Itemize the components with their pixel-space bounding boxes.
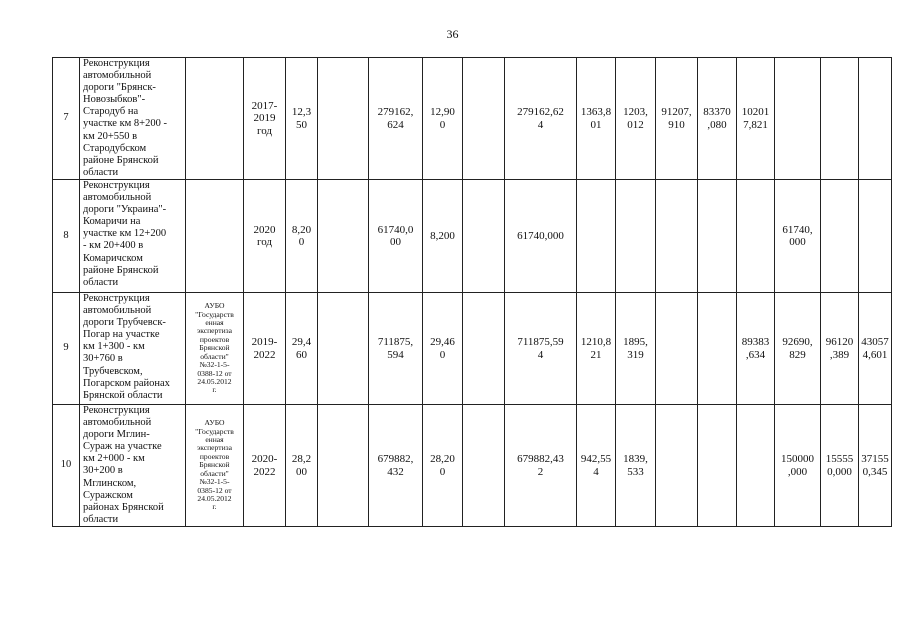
cost-cell: 679882, 432 <box>369 405 423 527</box>
project-name: Реконструкция автомобильной дороги "Украина"- Комаричи на участке км 12+200 - км 20+400 в Комаричском районе Брянской области <box>80 180 186 293</box>
table-row <box>53 58 892 180</box>
project-name: Реконструкция автомобильной дороги Мглин- Сураж на участке км 2+000 - км 30+200 в Мглинском, Суражском районах Брянской области <box>80 405 186 527</box>
value-cell: 942,55 4 <box>577 405 616 527</box>
value-cell: 96120 ,389 <box>821 293 859 405</box>
value-cell <box>698 405 737 527</box>
expertise-cell <box>186 180 244 293</box>
total-cell: 279162,62 4 <box>505 58 577 180</box>
empty-cell <box>463 405 505 527</box>
value-cell: 1839, 533 <box>616 405 656 527</box>
value-cell <box>821 180 859 293</box>
value-cell <box>775 58 821 180</box>
years-cell: 2020- 2022 <box>244 405 286 527</box>
length2-cell: 29,46 0 <box>423 293 463 405</box>
value-cell <box>859 180 892 293</box>
length-cell: 8,20 0 <box>286 180 318 293</box>
total-cell: 711875,59 4 <box>505 293 577 405</box>
expertise-cell: АУБО "Государств енная экспертиза проектов Брянской области" №32-1-5- 0385-12 от 24.05.2012 г. <box>186 405 244 527</box>
empty-cell <box>318 405 369 527</box>
row-number: 8 <box>53 180 80 293</box>
value-cell: 91207, 910 <box>656 58 698 180</box>
value-cell <box>859 58 892 180</box>
empty-cell <box>318 293 369 405</box>
value-cell: 1210,8 21 <box>577 293 616 405</box>
length-cell: 28,2 00 <box>286 405 318 527</box>
row-number: 7 <box>53 58 80 180</box>
cost-cell: 279162, 624 <box>369 58 423 180</box>
expertise-cell <box>186 58 244 180</box>
empty-cell <box>463 58 505 180</box>
value-cell <box>656 293 698 405</box>
table-row <box>53 180 892 293</box>
years-cell: 2019- 2022 <box>244 293 286 405</box>
empty-cell <box>463 293 505 405</box>
cost-cell: 711875, 594 <box>369 293 423 405</box>
project-name: Реконструкция автомобильной дороги "Брянск- Новозыбков"- Стародуб на участке км 8+200 - км 20+550 в Стародубском районе Брянской области <box>80 58 186 180</box>
years-cell: 2020 год <box>244 180 286 293</box>
project-name: Реконструкция автомобильной дороги Трубчевск- Погар на участке км 1+300 - км 30+760 в Трубчевском, Погарском районах Брянской области <box>80 293 186 405</box>
row-number: 10 <box>53 405 80 527</box>
value-cell: 43057 4,601 <box>859 293 892 405</box>
value-cell: 1363,8 01 <box>577 58 616 180</box>
value-cell <box>737 405 775 527</box>
value-cell: 15555 0,000 <box>821 405 859 527</box>
years-cell: 2017- 2019 год <box>244 58 286 180</box>
total-cell: 679882,43 2 <box>505 405 577 527</box>
value-cell: 1895, 319 <box>616 293 656 405</box>
value-cell <box>698 180 737 293</box>
length-cell: 29,4 60 <box>286 293 318 405</box>
empty-cell <box>318 58 369 180</box>
table-row <box>53 405 892 527</box>
value-cell <box>737 180 775 293</box>
value-cell <box>656 180 698 293</box>
cost-cell: 61740,0 00 <box>369 180 423 293</box>
length-cell: 12,3 50 <box>286 58 318 180</box>
table-row <box>53 293 892 405</box>
value-cell: 83370 ,080 <box>698 58 737 180</box>
value-cell: 37155 0,345 <box>859 405 892 527</box>
row-number: 9 <box>53 293 80 405</box>
value-cell <box>577 180 616 293</box>
value-cell: 92690, 829 <box>775 293 821 405</box>
empty-cell <box>463 180 505 293</box>
value-cell: 1203, 012 <box>616 58 656 180</box>
value-cell <box>656 405 698 527</box>
total-cell: 61740,000 <box>505 180 577 293</box>
value-cell: 10201 7,821 <box>737 58 775 180</box>
value-cell <box>821 58 859 180</box>
value-cell <box>616 180 656 293</box>
expertise-cell: АУБО "Государств енная экспертиза проектов Брянской области" №32-1-5- 0388-12 от 24.05.2012 г. <box>186 293 244 405</box>
length2-cell: 8,200 <box>423 180 463 293</box>
empty-cell <box>318 180 369 293</box>
project-table <box>52 57 892 527</box>
length2-cell: 12,90 0 <box>423 58 463 180</box>
length2-cell: 28,20 0 <box>423 405 463 527</box>
value-cell: 61740, 000 <box>775 180 821 293</box>
value-cell: 89383 ,634 <box>737 293 775 405</box>
value-cell <box>698 293 737 405</box>
value-cell: 150000 ,000 <box>775 405 821 527</box>
page-number: 36 <box>446 27 459 41</box>
